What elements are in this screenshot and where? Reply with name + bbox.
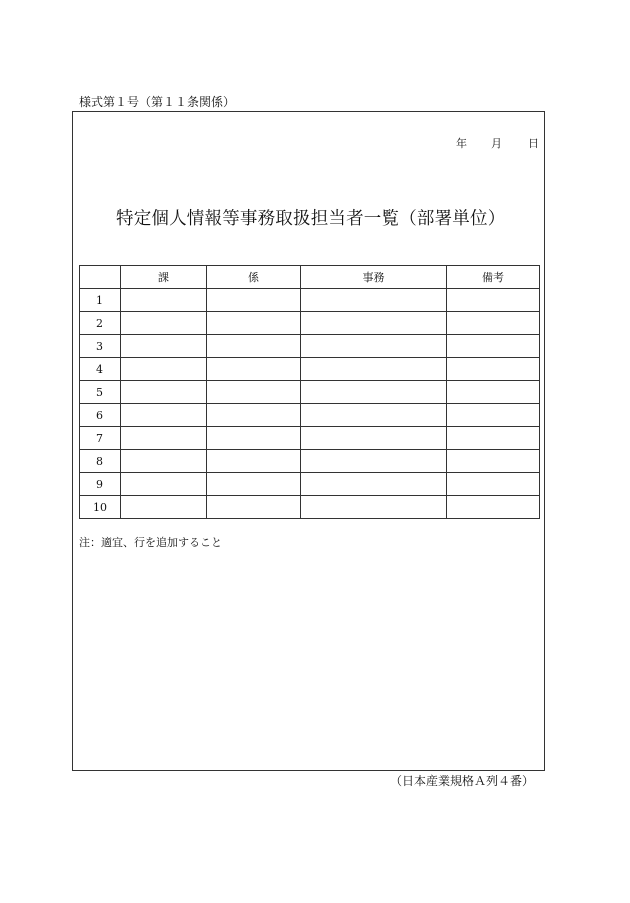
cell-task <box>301 289 447 312</box>
table-row <box>80 289 540 312</box>
cell-subsection <box>207 473 301 496</box>
table-header-row <box>80 266 540 289</box>
table-note: 注：適宜、行を追加すること <box>79 536 222 549</box>
cell-section <box>121 404 207 427</box>
cell-remarks <box>447 404 540 427</box>
cell-task <box>301 335 447 358</box>
cell-section <box>121 335 207 358</box>
header-remarks: 備考 <box>447 266 540 289</box>
cell-remarks <box>447 335 540 358</box>
cell-remarks <box>447 427 540 450</box>
cell-subsection <box>207 358 301 381</box>
cell-subsection <box>207 312 301 335</box>
cell-subsection <box>207 496 301 519</box>
table-row <box>80 496 540 519</box>
row-number: 5 <box>80 381 121 404</box>
row-number: 4 <box>80 358 121 381</box>
cell-section <box>121 427 207 450</box>
header-subsection: 係 <box>207 266 301 289</box>
row-number: 1 <box>80 289 121 312</box>
row-number: 6 <box>80 404 121 427</box>
cell-remarks <box>447 496 540 519</box>
cell-remarks <box>447 358 540 381</box>
paper-size-footer: （日本産業規格Ａ列４番） <box>390 774 535 788</box>
form-number: 様式第１号（第１１条関係） <box>79 95 236 109</box>
staff-roster-table <box>79 265 540 519</box>
cell-section <box>121 450 207 473</box>
row-number: 7 <box>80 427 121 450</box>
cell-task <box>301 381 447 404</box>
cell-section <box>121 381 207 404</box>
row-number: 3 <box>80 335 121 358</box>
table-row <box>80 473 540 496</box>
date-year-label: 年 <box>456 137 467 150</box>
cell-section <box>121 312 207 335</box>
row-number: 9 <box>80 473 121 496</box>
table-row <box>80 358 540 381</box>
header-number <box>80 266 121 289</box>
date-day-label: 日 <box>528 137 539 150</box>
row-number: 2 <box>80 312 121 335</box>
row-number: 10 <box>80 496 121 519</box>
cell-task <box>301 473 447 496</box>
cell-task <box>301 312 447 335</box>
header-section: 課 <box>121 266 207 289</box>
table-row <box>80 404 540 427</box>
cell-subsection <box>207 427 301 450</box>
cell-remarks <box>447 289 540 312</box>
cell-remarks <box>447 450 540 473</box>
cell-subsection <box>207 450 301 473</box>
row-number: 8 <box>80 450 121 473</box>
cell-remarks <box>447 312 540 335</box>
date-month-label: 月 <box>491 137 502 150</box>
cell-task <box>301 358 447 381</box>
cell-subsection <box>207 289 301 312</box>
document-title: 特定個人情報等事務取扱担当者一覧（部署単位） <box>116 209 506 229</box>
cell-task <box>301 496 447 519</box>
table-row <box>80 450 540 473</box>
table-row <box>80 335 540 358</box>
cell-section <box>121 289 207 312</box>
cell-section <box>121 496 207 519</box>
cell-task <box>301 404 447 427</box>
cell-task <box>301 450 447 473</box>
cell-section <box>121 358 207 381</box>
table-row <box>80 312 540 335</box>
table-row <box>80 381 540 404</box>
cell-subsection <box>207 404 301 427</box>
cell-subsection <box>207 381 301 404</box>
cell-remarks <box>447 473 540 496</box>
cell-task <box>301 427 447 450</box>
table-row <box>80 427 540 450</box>
cell-section <box>121 473 207 496</box>
header-task: 事務 <box>301 266 447 289</box>
cell-remarks <box>447 381 540 404</box>
cell-subsection <box>207 335 301 358</box>
